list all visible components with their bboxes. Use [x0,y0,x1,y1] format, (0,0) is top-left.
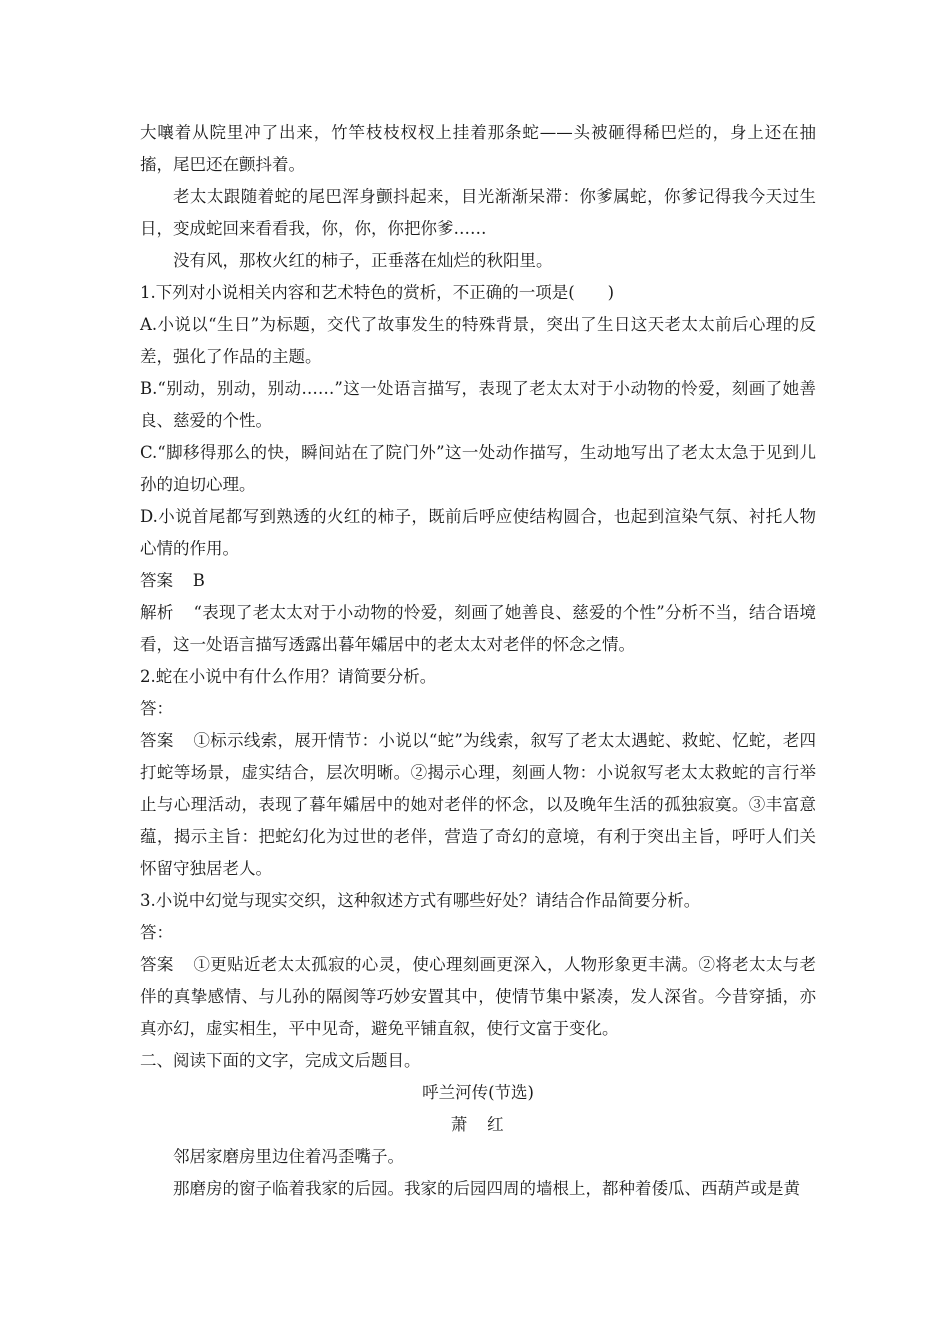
answer-label: 答案 [140,731,174,750]
passage-paragraph: 那磨房的窗子临着我家的后园。我家的后园四周的墙根上，都种着倭瓜、西葫芦或是黄 [173,1179,800,1198]
answer-2 [140,725,816,885]
answer-1 [140,565,816,597]
answer-3 [140,949,816,1045]
answer-label: 答案 [140,571,173,590]
question-1: 1.下列对小说相关内容和艺术特色的赏析，不正确的一项是( ) [140,283,615,302]
passage-paragraph: 邻居家磨房里边住着冯歪嘴子。 [173,1147,404,1166]
passage-author: 萧 红 [450,1115,506,1134]
option-d: D.小说首尾都写到熟透的火红的柿子，既前后呼应使结构圆合，也起到渲染气氛、衬托人物心情的作用。 [140,507,816,558]
story-paragraph: 大嚷着从院里冲了出来，竹竿枝枝杈杈上挂着那条蛇——头被砸得稀巴烂的，身上还在抽搐，尾巴还在颤抖着。 [140,123,816,174]
option-b: B.“别动，别动，别动……”这一处语言描写，表现了老太太对于小动物的怜爱，刻画了她善良、慈爱的个性。 [140,379,816,430]
analysis-1 [140,597,816,661]
story-paragraph: 没有风，那枚火红的柿子，正垂落在灿烂的秋阳里。 [173,251,553,270]
answer-label: 答案 [140,955,174,974]
option-c: C.“脚移得那么的快，瞬间站在了院门外”这一处动作描写，生动地写出了老太太急于见到儿孙的迫切心理。 [140,443,816,494]
reply-3: 答： [140,923,173,942]
passage-title: 呼兰河传(节选) [422,1083,534,1102]
analysis-text: “表现了老太太对于小动物的怜爱，刻画了她善良、慈爱的个性”分析不当，结合语境看，这一处语言描写透露出暮年孀居中的老太太对老伴的怀念之情。 [140,603,817,654]
answer-text: ①更贴近老太太孤寂的心灵，使心理刻画更深入，人物形象更丰满。②将老太太与老伴的真挚感情、与儿孙的隔阂等巧妙安置其中，使情节集中紧凑，发人深省。今昔穿插，亦真亦幻，虚实相生，平中见奇，避免平铺直叙，使行文富于变化。 [140,955,817,1038]
answer-text: B [192,571,205,590]
question-2: 2.蛇在小说中有什么作用？请简要分析。 [140,667,437,686]
question-3: 3.小说中幻觉与现实交织，这种叙述方式有哪些好处？请结合作品简要分析。 [140,891,701,910]
reply-2: 答： [140,699,173,718]
analysis-label: 解析 [140,603,174,622]
answer-text: ①标示线索，展开情节：小说以“蛇”为线索，叙写了老太太遇蛇、救蛇、忆蛇，老四打蛇等场景，虚实结合，层次明晰。②揭示心理，刻画人物：小说叙写老太太救蛇的言行举止与心理活动，表现了暮年孀居中的她对老伴的怀念，以及晚年生活的孤独寂寞。③丰富意蕴，揭示主旨：把蛇幻化为过世的老伴，营造了奇幻的意境，有利于突出主旨，呼吁人们关怀留守独居老人。 [140,731,817,878]
story-paragraph: 老太太跟随着蛇的尾巴浑身颤抖起来，目光渐渐呆滞：你爹属蛇，你爹记得我今天过生日，变成蛇回来看看我，你，你，你把你爹…… [140,187,816,238]
section-heading: 二、阅读下面的文字，完成文后题目。 [140,1051,421,1070]
option-a: A.小说以“生日”为标题，交代了故事发生的特殊背景，突出了生日这天老太太前后心理的反差，强化了作品的主题。 [140,315,816,366]
document-page [140,117,816,1205]
